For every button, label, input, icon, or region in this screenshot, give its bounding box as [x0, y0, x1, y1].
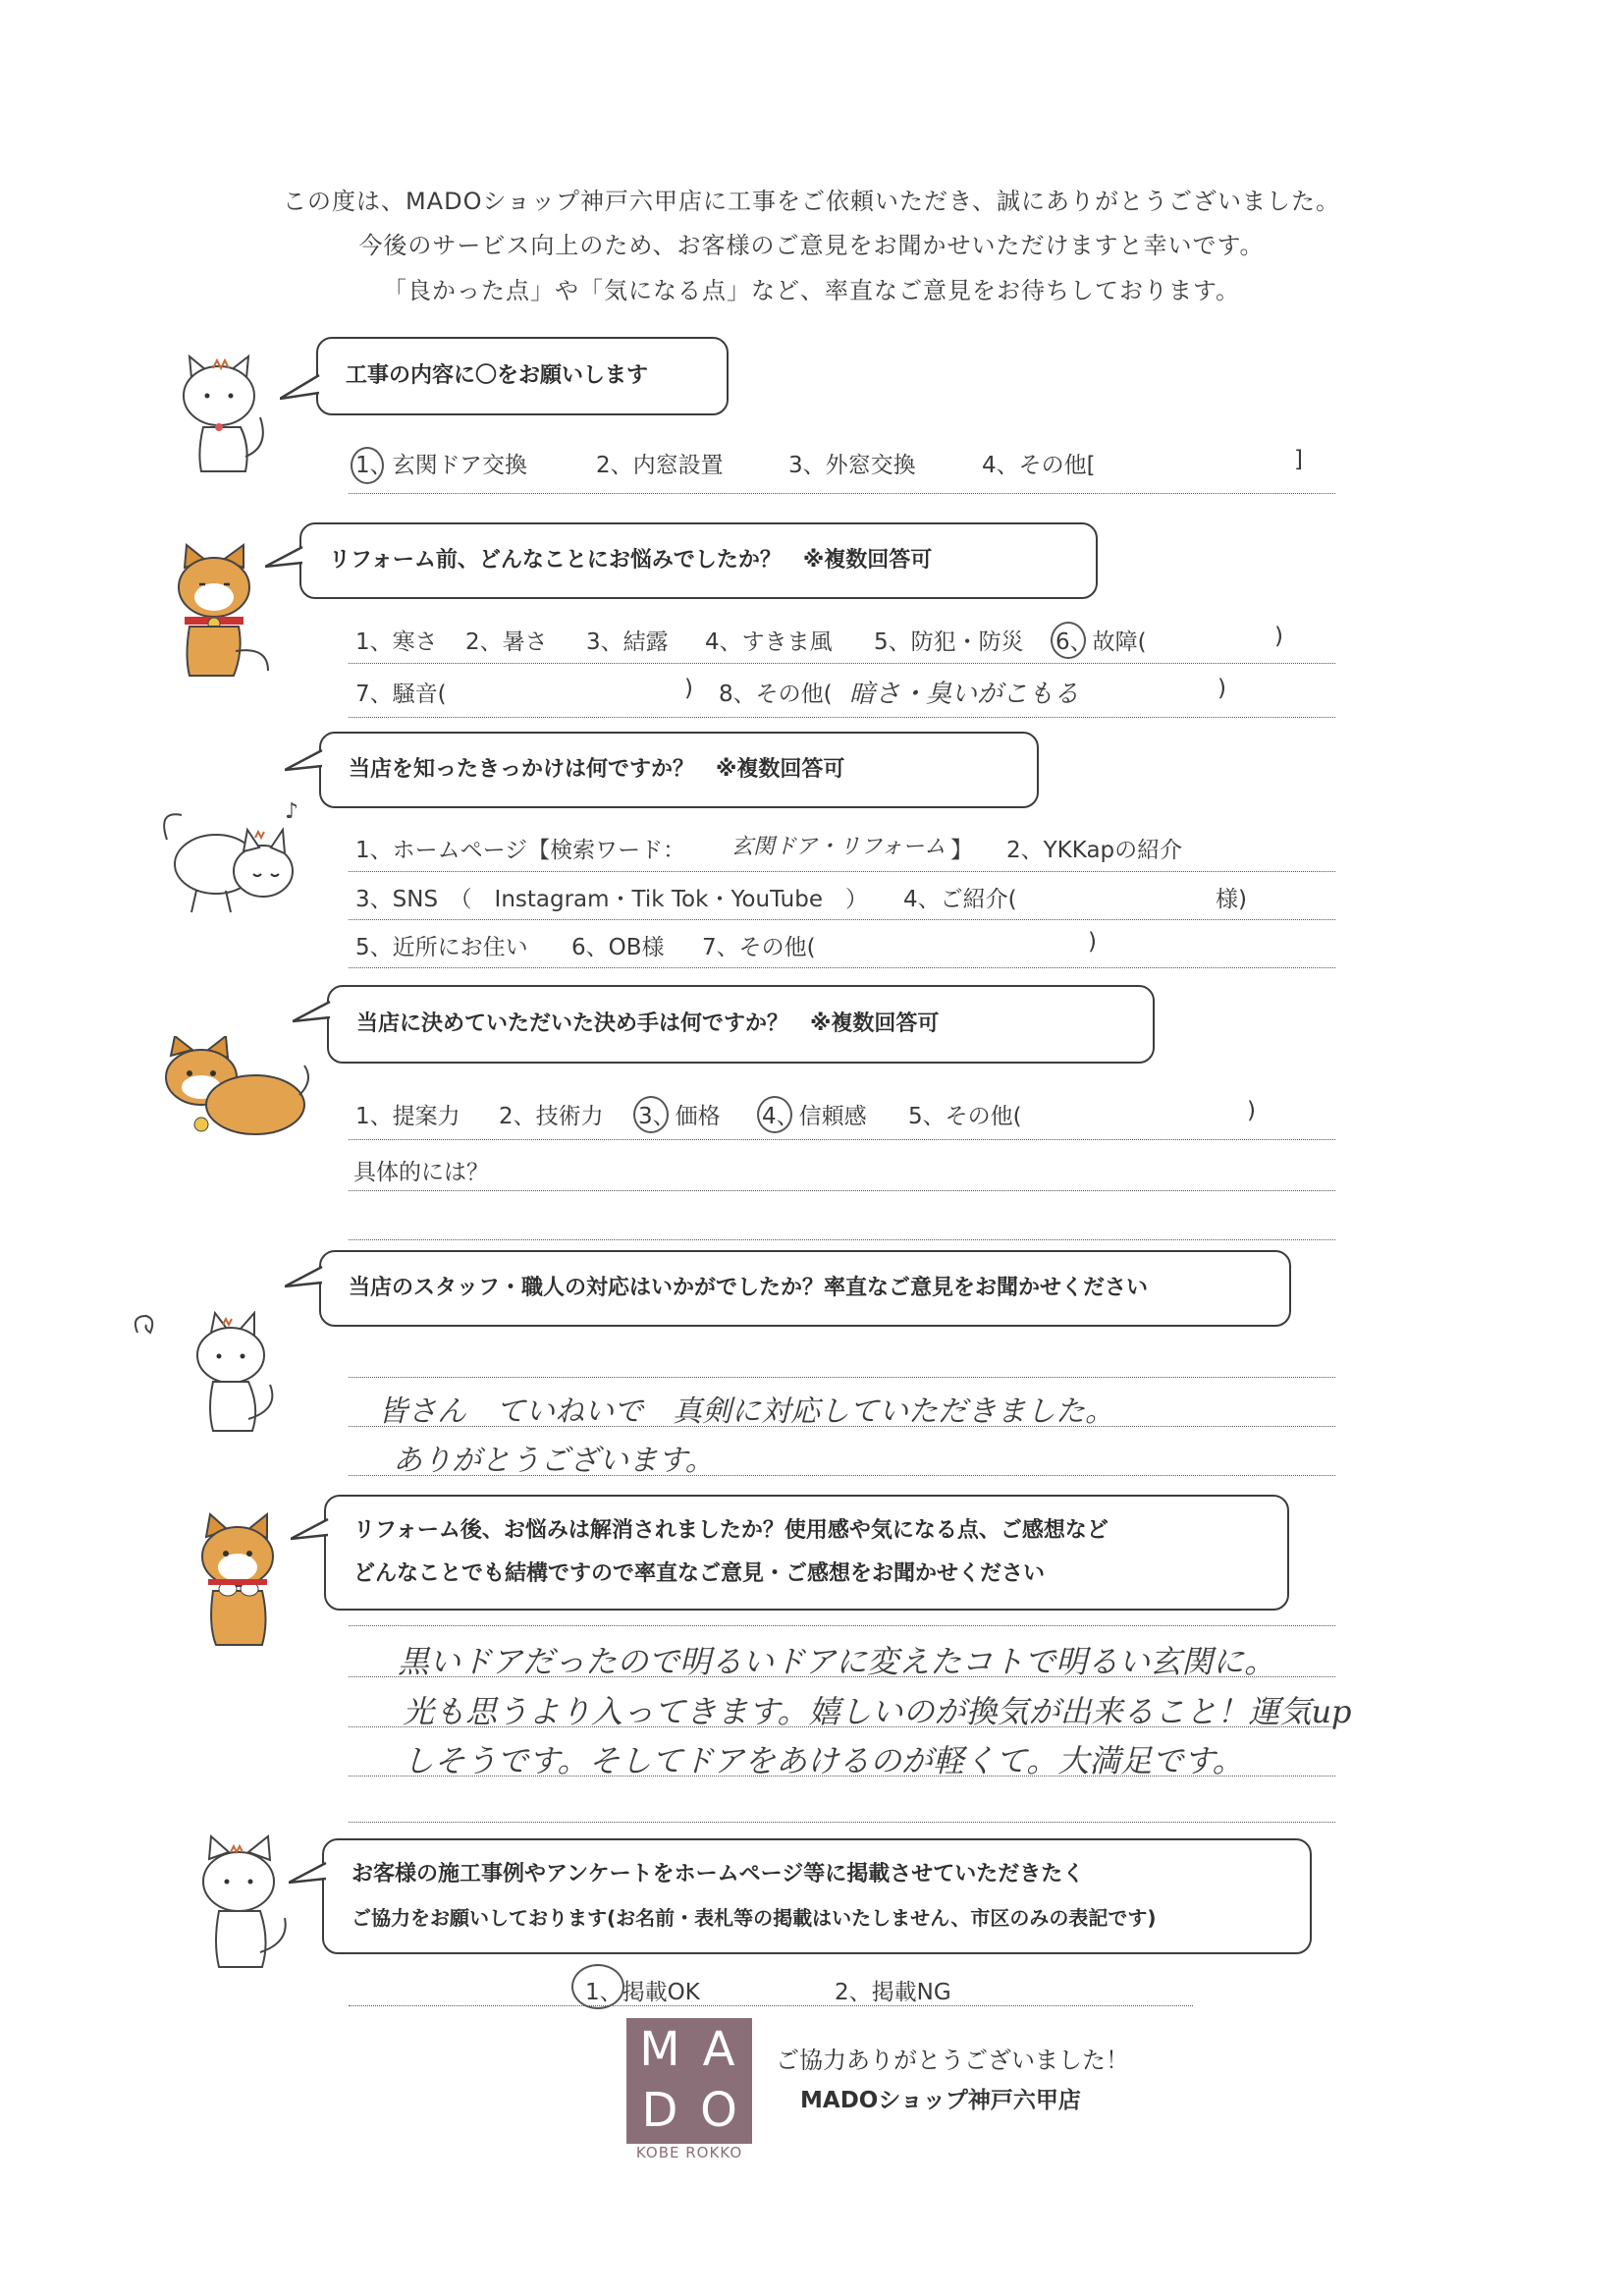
q1-title: 工事の内容に〇をお願いします	[346, 363, 649, 388]
q7-title-line-1: お客様の施工事例やアンケートをホームページ等に掲載させていただきたく	[352, 1862, 1085, 1886]
q1-option-4[interactable]: 4、その他[	[982, 453, 1096, 478]
q4-option-5[interactable]: 5、その他(	[908, 1104, 1022, 1129]
divider	[349, 1239, 1335, 1240]
q3-option-6[interactable]: 6、OB様	[571, 935, 665, 960]
q2-option-8-close: )	[1217, 676, 1226, 701]
bubble-tail	[285, 1265, 324, 1294]
divider	[349, 1726, 1335, 1727]
divider	[349, 967, 1335, 968]
q7-option-ng[interactable]: 2、掲載NG	[835, 1980, 951, 2005]
q6-answer-line-1: 黒いドアだったので明るいドアに変えたコトで明るい玄関に。	[398, 1643, 1276, 1680]
q3-title-bubble	[319, 732, 1039, 808]
q4-option-5-close: )	[1247, 1098, 1256, 1123]
q2-title: リフォーム前、どんなことにお悩みでしたか？ ※複数回答可	[329, 548, 933, 573]
divider	[349, 1475, 1335, 1476]
q4-option-3[interactable]: 3、価格	[638, 1104, 721, 1129]
bubble-tail	[280, 373, 321, 403]
divider	[349, 663, 1335, 664]
q2-option-2[interactable]: 2、暑さ	[465, 629, 548, 655]
selection-circle	[571, 1964, 624, 2009]
q2-option-6[interactable]: 6、故障(	[1055, 629, 1147, 655]
divider	[349, 493, 1335, 494]
white-cat-illustration	[133, 1311, 299, 1434]
q6-answer-line-2: 光も思うより入ってきます。嬉しいのが換気が出来ること！運気up	[403, 1693, 1352, 1730]
q6-title-line-1: リフォーム後、お悩みは解消されましたか？使用感や気になる点、ご感想など	[353, 1518, 1109, 1543]
bubble-tail	[293, 1000, 332, 1029]
intro-line-1: この度は、MADOショップ神戸六甲店に工事をご依頼いただき、誠にありがとうございました。	[282, 188, 1341, 215]
q1-option-1[interactable]: 1、玄関ドア交換	[355, 453, 527, 478]
q4-option-1[interactable]: 1、提案力	[355, 1104, 460, 1129]
divider	[349, 919, 1335, 920]
q2-title-bubble	[299, 522, 1098, 599]
q5-answer-line-1: 皆さん ていねいで 真剣に対応していただきました。	[378, 1394, 1114, 1429]
q5-title: 当店のスタッフ・職人の対応はいかがでしたか？率直なご意見をお聞かせください	[349, 1276, 1149, 1300]
q2-option-7-close: )	[684, 676, 693, 701]
svg-text:♪: ♪	[285, 800, 299, 824]
q3-option-4[interactable]: 4、ご紹介(	[903, 887, 1017, 912]
cat-back-illustration	[157, 800, 304, 918]
q1-option-3[interactable]: 3、外窓交換	[788, 453, 916, 478]
selection-circle	[351, 447, 384, 484]
footer-thanks: ご協力ありがとうございました！	[776, 2047, 1129, 2074]
q5-title-bubble	[319, 1250, 1291, 1327]
q3-option-7-close: )	[1088, 929, 1097, 955]
bubble-tail	[285, 748, 324, 778]
divider	[349, 1776, 1335, 1777]
q7-title-line-2: ご協力をお願いしております(お名前・表札等の掲載はいたしません、市区のみの表記です)	[352, 1906, 1157, 1930]
shiba-paws-illustration	[189, 1512, 301, 1650]
divider	[349, 871, 1335, 872]
q3-option-1-close: 】	[950, 838, 973, 863]
divider	[349, 1139, 1335, 1140]
logo-letter-d: D	[641, 2083, 678, 2138]
shiba-lying-illustration	[157, 1036, 314, 1149]
selection-circle	[1051, 622, 1086, 659]
logo-subtitle: KOBE ROKKO	[635, 2144, 743, 2161]
divider	[349, 1426, 1335, 1427]
q3-option-2[interactable]: 2、YKKapの紹介	[1006, 838, 1183, 863]
q1-option-4-close: ]	[1294, 447, 1303, 472]
q6-title-line-2: どんなことでも結構ですので率直なご意見・ご感想をお聞かせください	[353, 1561, 1046, 1586]
selection-circle	[757, 1096, 792, 1133]
q3-handwritten-search: 玄関ドア・リフォーム	[731, 835, 947, 859]
bubble-tail	[265, 545, 304, 574]
divider	[349, 1822, 1335, 1823]
divider	[349, 717, 1335, 718]
divider	[349, 1676, 1335, 1677]
divider	[349, 1190, 1335, 1191]
divider	[349, 1377, 1335, 1378]
mado-logo	[626, 2018, 752, 2144]
intro-line-3: 「良かった点」や「気になる点」など、率直なご意見をお待ちしております。	[382, 277, 1241, 304]
logo-letter-o: O	[700, 2083, 737, 2138]
divider	[349, 2005, 1193, 2006]
q3-option-4-close: 様)	[1216, 887, 1247, 912]
q2-option-4[interactable]: 4、すきま風	[705, 629, 833, 655]
q1-option-2[interactable]: 2、内窓設置	[596, 453, 724, 478]
q2-option-5[interactable]: 5、防犯・防災	[874, 629, 1024, 655]
bubble-tail	[291, 1517, 330, 1547]
q7-title-bubble	[322, 1838, 1312, 1954]
divider	[349, 1625, 1335, 1626]
q4-title: 当店に決めていただいた決め手は何ですか？ ※複数回答可	[356, 1011, 940, 1036]
q3-title: 当店を知ったきっかけは何ですか？ ※複数回答可	[349, 757, 845, 782]
q7-option-ok[interactable]: 1、掲載OK	[585, 1980, 700, 2005]
shiba-dog-illustration	[165, 543, 278, 681]
intro-line-2: 今後のサービス向上のため、お客様のご意見をお聞かせいただけますと幸いです。	[358, 232, 1265, 259]
white-cat-illustration	[162, 349, 280, 481]
logo-letter-m: M	[639, 2022, 680, 2077]
q2-option-6-close: )	[1274, 624, 1283, 649]
bubble-tail	[289, 1861, 328, 1890]
q3-option-3[interactable]: 3、SNS （ Instagram・Tik Tok・YouTube ）	[355, 887, 868, 912]
white-cat-illustration	[191, 1834, 304, 1972]
q6-title-bubble	[324, 1495, 1289, 1611]
q4-title-bubble	[327, 985, 1155, 1064]
q5-answer-line-2: ありがとうございます。	[393, 1444, 715, 1478]
q2-option-7[interactable]: 7、騒音(	[355, 682, 447, 707]
logo-letter-a: A	[702, 2022, 735, 2077]
q1-title-bubble	[316, 337, 729, 415]
footer-shop-name: MADOショップ神戸六甲店	[800, 2088, 1081, 2113]
q2-handwritten-other: 暗さ・臭いがこもる	[849, 680, 1080, 709]
q3-option-5[interactable]: 5、近所にお住い	[355, 935, 528, 960]
q2-option-8[interactable]: 8、その他(	[719, 682, 833, 707]
selection-circle	[633, 1096, 669, 1133]
q6-answer-line-3: しそうです。そしてドアをあけるのが軽くて。大満足です。	[403, 1742, 1244, 1779]
q4-detail-label: 具体的には？	[353, 1160, 489, 1185]
q4-option-4[interactable]: 4、信頼感	[762, 1104, 867, 1129]
q2-option-1[interactable]: 1、寒さ	[355, 629, 438, 655]
q2-option-3[interactable]: 3、結露	[586, 629, 669, 655]
q3-option-7[interactable]: 7、その他(	[702, 935, 816, 960]
q4-option-2[interactable]: 2、技術力	[499, 1104, 604, 1129]
q3-option-1[interactable]: 1、ホームページ【検索ワード：	[355, 838, 686, 863]
